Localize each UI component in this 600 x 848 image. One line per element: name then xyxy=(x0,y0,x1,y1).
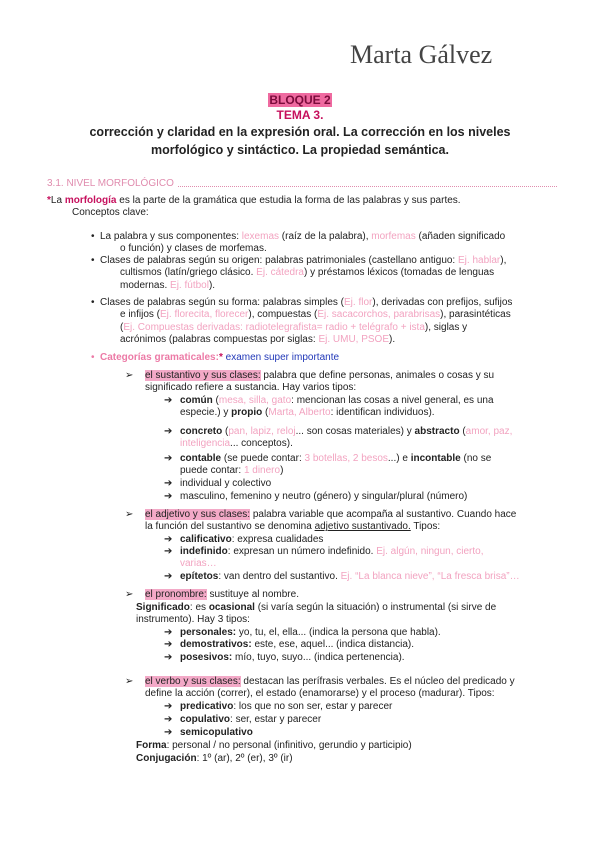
pronoun-section: ➢ el pronombre: sustituye al nombre. xyxy=(125,589,299,600)
author-name: Marta Gálvez xyxy=(350,40,493,69)
right-arrow-icon: ➔ xyxy=(164,714,173,725)
right-arrow-icon: ➔ xyxy=(164,639,173,650)
arrow-icon: ➢ xyxy=(125,676,134,687)
right-arrow-icon: ➔ xyxy=(164,453,173,464)
section-heading: 3.1. NIVEL MORFOLÓGICO xyxy=(47,178,557,189)
pronoun-meaning: Significado: es ocasional (si varía según la situación) o instrumental (si sirve de instrumento). Hay 3 tipos: xyxy=(136,602,497,626)
verb-predicative: ➔ predicativo: los que no son ser, estar y parecer xyxy=(164,701,393,712)
adjective-epithets: ➔ epítetos: van dentro del sustantivo. Ej. “La blanca nieve”, “La fresca brisa”… xyxy=(164,571,520,582)
block-label: BLOQUE 2 xyxy=(269,93,331,107)
intro-paragraph: *La morfología es la parte de la gramática que estudia la forma de las palabras y sus partes. Conceptos clave: xyxy=(47,195,461,219)
list-item: • Clases de palabras según su forma: palabras simples (Ej. flor), derivadas con prefijos, sufijos e infijos (Ej. florecita, florecer), compuestas (Ej. sacacorchos, parabrisas), parasintéticas (Ej. Compuestas derivadas: radiotelegrafista= radio + telégrafo + ista), siglas y acrónimos (palabras compuestas por siglas: Ej. UMU, PSOE). xyxy=(100,297,560,347)
topic-label: TEMA 3. xyxy=(276,108,324,122)
right-arrow-icon: ➔ xyxy=(164,491,173,502)
noun-concrete-abstract: ➔ concreto (pan, lapiz, reloj... son cosas materiales) y abstracto (amor, paz, inteligencia... conceptos). xyxy=(164,426,513,450)
pronoun-possessive: ➔ posesivos: mío, tuyo, suyo... (indica pertenencia). xyxy=(164,652,405,663)
arrow-icon: ➢ xyxy=(125,370,134,381)
right-arrow-icon: ➔ xyxy=(164,727,173,738)
list-item: • Clases de palabras según su origen: palabras patrimoniales (castellano antiguo: Ej. hablar), cultismos (latín/griego clásico. Ej. cátedra) y préstamos léxicos (tomadas de lenguas modernas. Ej. fútbol). xyxy=(100,255,560,292)
adjective-qualifying: ➔ calificativo: expresa cualidades xyxy=(164,534,324,545)
pronoun-personal: ➔ personales: yo, tu, el, ella... (indica la persona que habla). xyxy=(164,627,441,638)
adjective-section: ➢ el adjetivo y sus clases: palabra variable que acompaña al sustantivo. Cuando hace la función del sustantivo se denomina adjetivo sustantivado. Tipos: xyxy=(125,509,517,533)
list-item-categories: • Categorías gramaticales:* examen super importante xyxy=(100,352,560,364)
noun-common-proper: ➔ común (mesa, silla, gato: mencionan las cosas a nivel general, es una especie.) y propio (Marta, Alberto: identifican individuos). xyxy=(164,395,494,419)
verb-form: Forma: personal / no personal (infinitivo, gerundio y participio) xyxy=(136,740,412,751)
verb-section: ➢ el verbo y sus clases: destacan las perífrasis verbales. Es el núcleo del predicado y define la acción (correr), el estado (enamorarse) y el proceso (madurar). Tipos: xyxy=(125,676,515,700)
noun-section: ➢ el sustantivo y sus clases: palabra que define personas, animales o cosas y su significado refiere a sustancia. Hay varios tipos: xyxy=(125,370,495,394)
verb-copulative: ➔ copulativo: ser, estar y parecer xyxy=(164,714,322,725)
pronoun-demonstrative: ➔ demostrativos: este, ese, aquel... (indica distancia). xyxy=(164,639,414,650)
noun-gender: ➔ masculino, femenino y neutro (género) y singular/plural (número) xyxy=(164,491,468,502)
right-arrow-icon: ➔ xyxy=(164,571,173,582)
adjective-indefinite: ➔ indefinido: expresan un número indefinido. Ej. algún, ningun, cierto, varias… xyxy=(164,546,484,570)
right-arrow-icon: ➔ xyxy=(164,701,173,712)
list-item: • La palabra y sus componentes: lexemas (raíz de la palabra), morfemas (añaden significado o función) y clases de morfemas. xyxy=(100,231,560,256)
verb-semicopulative: ➔ semicopulativo xyxy=(164,727,253,738)
right-arrow-icon: ➔ xyxy=(164,652,173,663)
right-arrow-icon: ➔ xyxy=(164,546,173,557)
noun-individual: ➔ individual y colectivo xyxy=(164,478,272,489)
page-title: corrección y claridad en la expresión oral. La corrección en los niveles morfológico y sintáctico. La propiedad semántica. xyxy=(89,125,511,157)
arrow-icon: ➢ xyxy=(125,509,134,520)
right-arrow-icon: ➔ xyxy=(164,395,173,406)
noun-countable: ➔ contable (se puede contar: 3 botellas, 2 besos...) e incontable (no se puede contar: 1 dinero) xyxy=(164,453,492,477)
right-arrow-icon: ➔ xyxy=(164,627,173,638)
right-arrow-icon: ➔ xyxy=(164,426,173,437)
right-arrow-icon: ➔ xyxy=(164,534,173,545)
verb-conjugation: Conjugación: 1º (ar), 2º (er), 3º (ir) xyxy=(136,753,293,764)
right-arrow-icon: ➔ xyxy=(164,478,173,489)
arrow-icon: ➢ xyxy=(125,589,134,600)
